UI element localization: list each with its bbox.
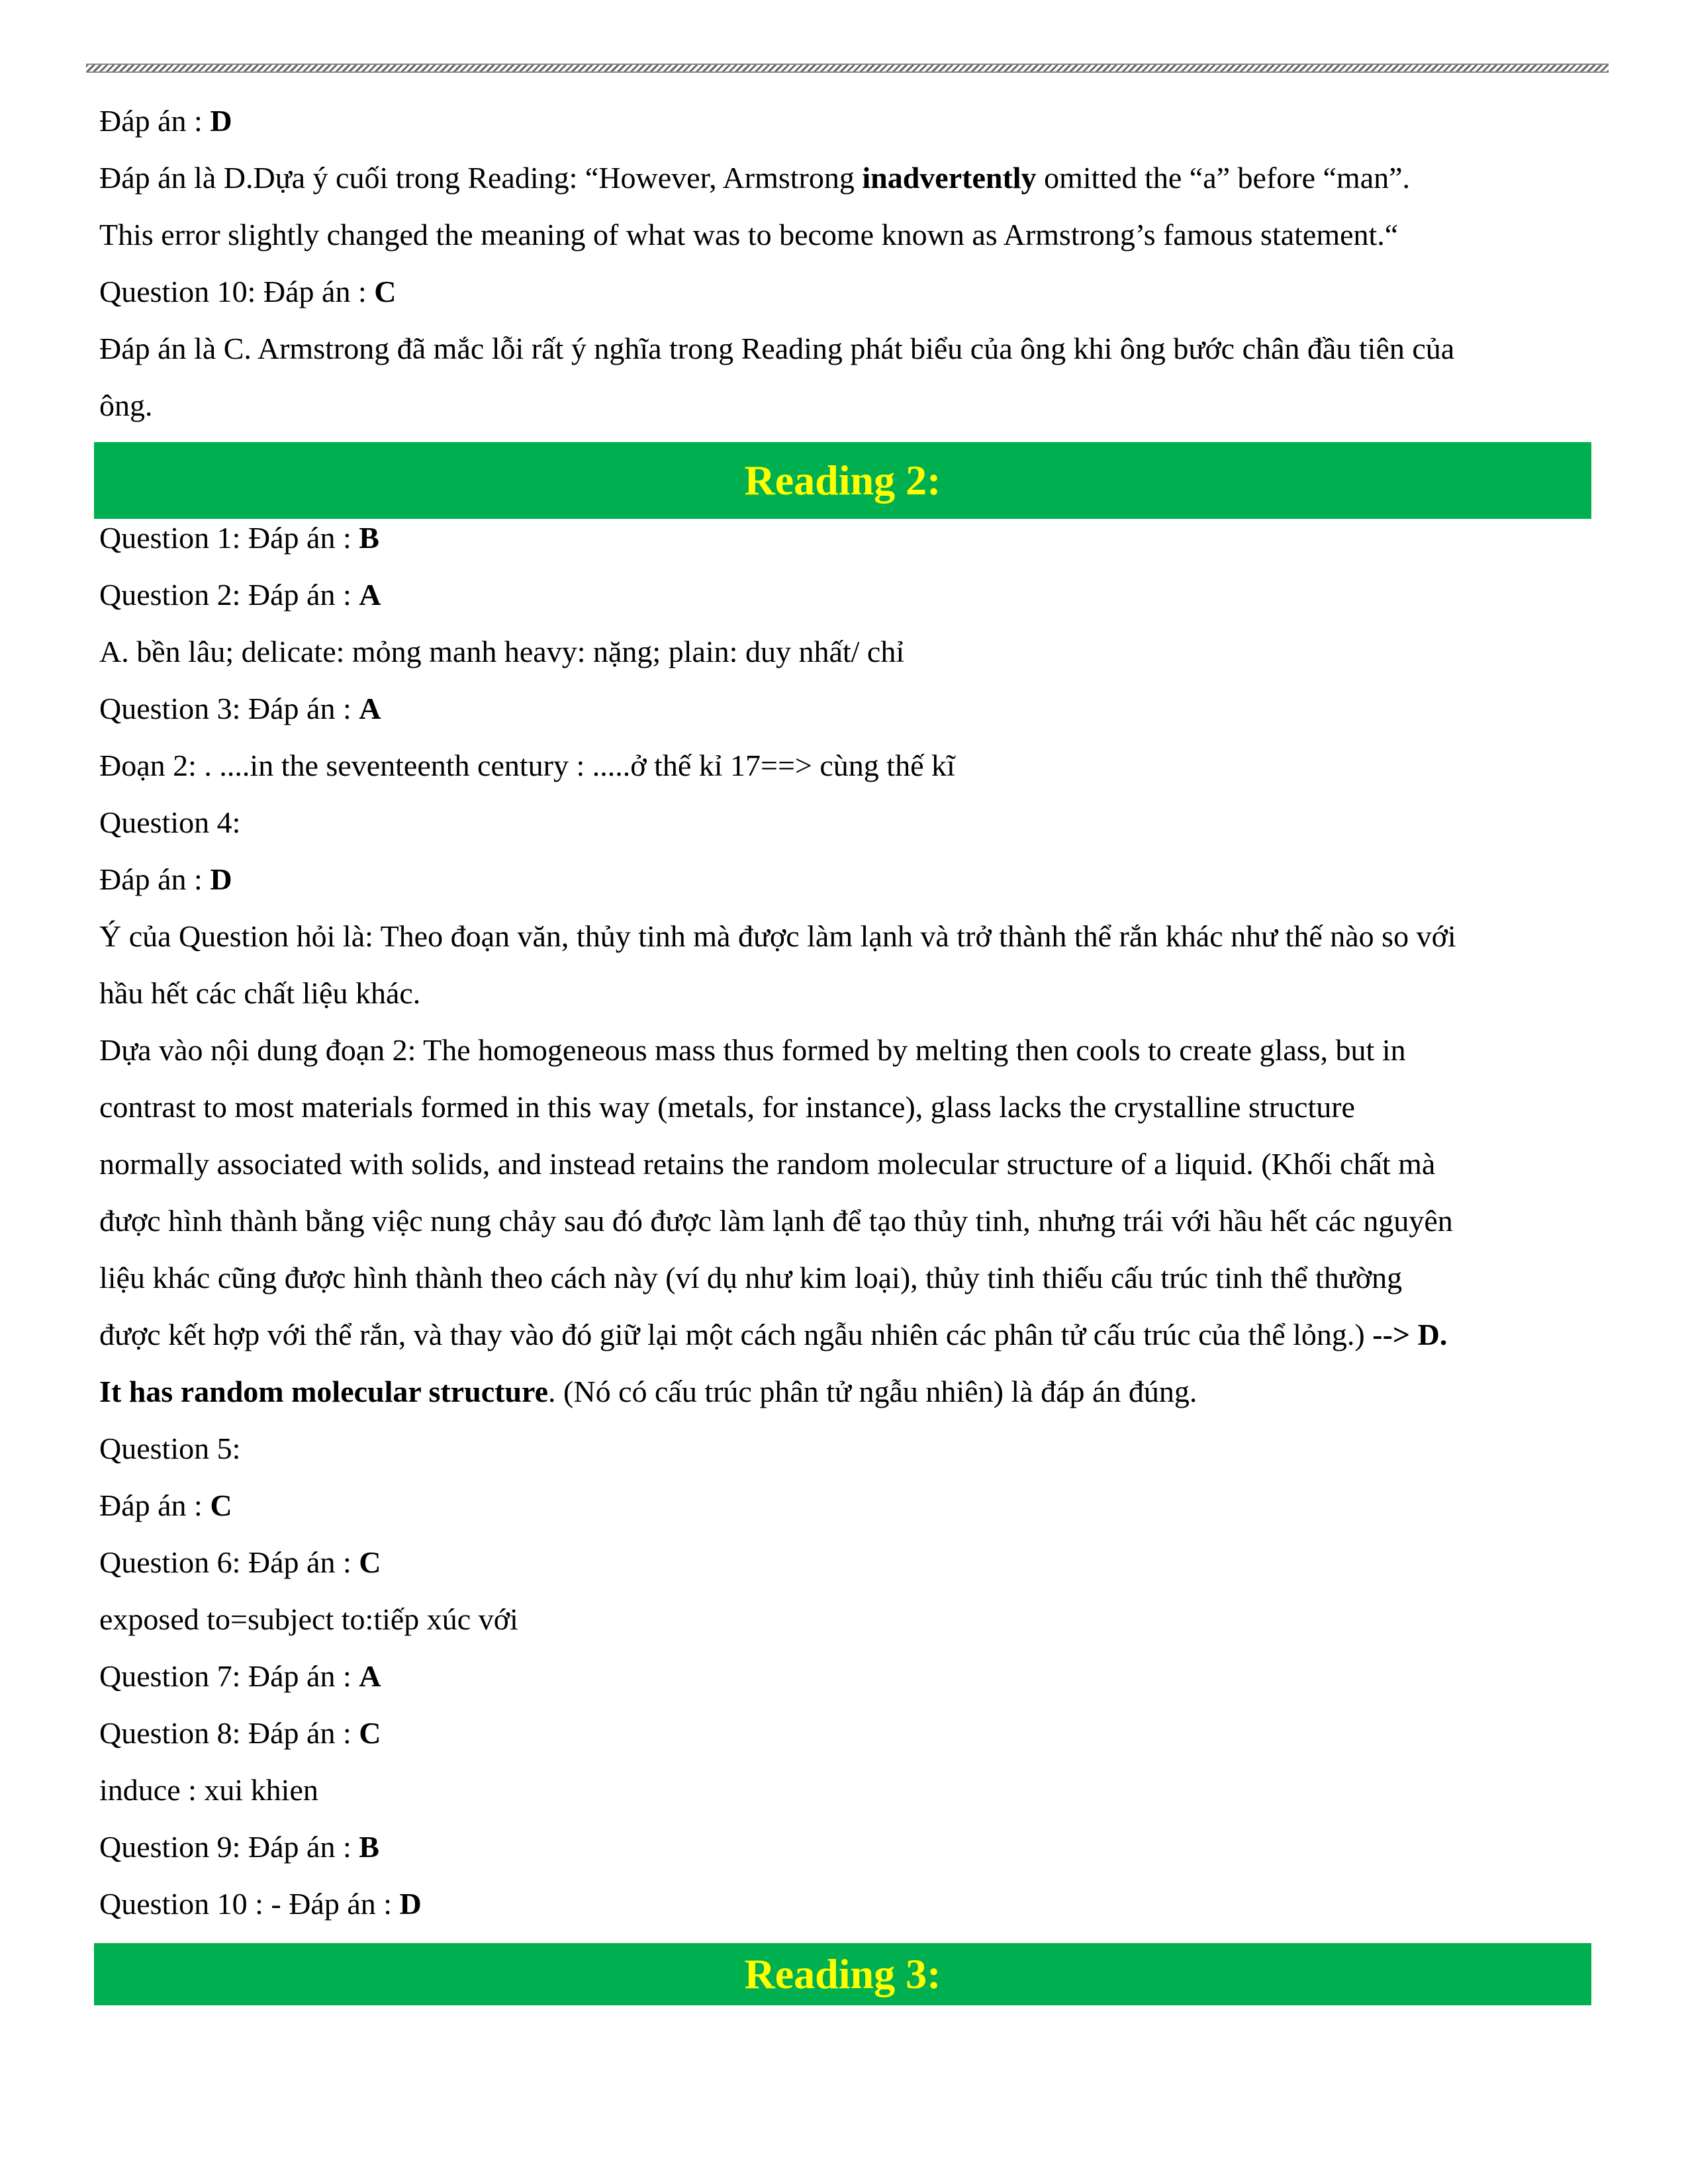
passage-line: Dựa vào nội dung đoạn 2: The homogeneous mass thus formed by melting then cools to create glass, but in — [99, 1033, 1406, 1067]
answer-line — [99, 1477, 1582, 1534]
question-label: Question 6: — [99, 1545, 248, 1579]
answer-prefix: Đáp án : — [248, 1716, 359, 1750]
answer-prefix: Đáp án : — [248, 1830, 359, 1864]
note-line: A. bền lâu; delicate: mỏng manh heavy: nặng; plain: duy nhất/ chỉ — [99, 635, 905, 668]
answer-line — [99, 93, 1582, 150]
question-7-line — [99, 1648, 1582, 1705]
question-4-line: Question 4: — [99, 805, 241, 839]
question-6-line — [99, 1534, 1582, 1591]
answer-prefix: Đáp án : — [99, 104, 211, 138]
question-label: Question 2: — [99, 578, 248, 612]
explanation-line: Đáp án là C. Armstrong đã mắc lỗi rất ý nghĩa trong Reading phát biểu của ông khi ông bước chân đầu tiên của — [99, 332, 1455, 365]
question-10-line — [99, 263, 1582, 320]
answer-prefix: Đáp án : — [248, 1545, 359, 1579]
answer-letter: C — [359, 1545, 381, 1579]
answer-letter: C — [210, 1488, 232, 1522]
answer-line — [99, 851, 1582, 908]
question-label: Question 10 : - — [99, 1887, 289, 1921]
passage-line: contrast to most materials formed in this way (metals, for instance), glass lacks the crystalline structure — [99, 1090, 1355, 1124]
answer-letter: C — [374, 275, 397, 308]
question-9-line — [99, 1819, 1582, 1876]
reading-2-answers — [99, 510, 1582, 1933]
passage-text: . (Nó có cấu trúc phân tử ngẫu nhiên) là đáp án đúng. — [548, 1375, 1197, 1408]
explanation-line: Ý của Question hỏi là: Theo đoạn văn, thủy tinh mà được làm lạnh và trở thành thể rắn khác như thế nào so với — [99, 919, 1456, 953]
explanation-line: This error slightly changed the meaning of what was to become known as Armstrong’s famous statement.“ — [99, 218, 1399, 251]
explanation-bold: inadvertently — [862, 161, 1037, 195]
explanation-text: Đáp án là D.Dựa ý cuối trong Reading: “However, Armstrong — [99, 161, 863, 195]
note-line: exposed to=subject to:tiếp xúc với — [99, 1602, 518, 1636]
question-label: Question 8: — [99, 1716, 248, 1750]
answer-prefix: Đáp án : — [263, 275, 375, 308]
answer-letter: D — [210, 862, 232, 896]
note-line: Đoạn 2: . ....in the seventeenth century : .....ở thế kỉ 17==> cùng thế kĩ — [99, 749, 955, 782]
answer-prefix: Đáp án : — [248, 1659, 359, 1693]
explanation-line: hầu hết các chất liệu khác. — [99, 976, 421, 1010]
answer-letter: D — [399, 1887, 422, 1921]
answer-prefix: Đáp án : — [99, 862, 211, 896]
answer-prefix: Đáp án : — [248, 692, 359, 725]
question-8-line — [99, 1705, 1582, 1762]
question-label: Question 3: — [99, 692, 248, 725]
answer-prefix: Đáp án : — [289, 1887, 400, 1921]
header-rule — [86, 64, 1609, 73]
passage-line — [99, 1306, 1582, 1363]
explanation-line — [99, 150, 1582, 206]
answer-prefix: Đáp án : — [99, 1488, 211, 1522]
explanation-text: omitted the “a” before “man”. — [1036, 161, 1411, 195]
passage-line: được hình thành bằng việc nung chảy sau đó được làm lạnh để tạo thủy tinh, nhưng trái với hầu hết các nguyên — [99, 1204, 1453, 1238]
answer-letter: A — [359, 692, 381, 725]
explanation-line: ông. — [99, 388, 153, 422]
section-banner-reading-3: Reading 3: — [94, 1943, 1591, 2005]
answer-letter: A — [359, 578, 381, 612]
answer-letter: D — [210, 104, 232, 138]
question-2-line — [99, 567, 1582, 623]
answer-letter: B — [359, 1830, 379, 1864]
passage-line: normally associated with solids, and instead retains the random molecular structure of a liquid. (Khối chất mà — [99, 1147, 1436, 1181]
question-label: Question 7: — [99, 1659, 248, 1693]
answer-letter: C — [359, 1716, 381, 1750]
answer-letter: A — [359, 1659, 381, 1693]
passage-line — [99, 1363, 1582, 1420]
question-label: Question 9: — [99, 1830, 248, 1864]
question-1-line — [99, 510, 1582, 567]
question-label: Question 1: — [99, 521, 248, 555]
answer-letter: B — [359, 521, 379, 555]
note-line: induce : xui khien — [99, 1773, 318, 1807]
passage-bold: It has random molecular structure — [99, 1375, 549, 1408]
question-5-line: Question 5: — [99, 1432, 241, 1465]
section-banner-reading-2: Reading 2: — [94, 442, 1591, 519]
answer-prefix: Đáp án : — [248, 578, 359, 612]
document-body — [99, 93, 1582, 434]
question-3-line — [99, 680, 1582, 737]
passage-line: liệu khác cũng được hình thành theo cách này (ví dụ như kim loại), thủy tinh thiếu cấu trúc tinh thể thường — [99, 1261, 1403, 1295]
answer-prefix: Đáp án : — [248, 521, 359, 555]
passage-bold: --> D. — [1372, 1318, 1448, 1351]
question-label: Question 10: — [99, 275, 263, 308]
question-10-line — [99, 1876, 1582, 1933]
passage-text: được kết hợp với thể rắn, và thay vào đó giữ lại một cách ngẫu nhiên các phân tử cấu trúc của thể lỏng.) — [99, 1318, 1373, 1351]
